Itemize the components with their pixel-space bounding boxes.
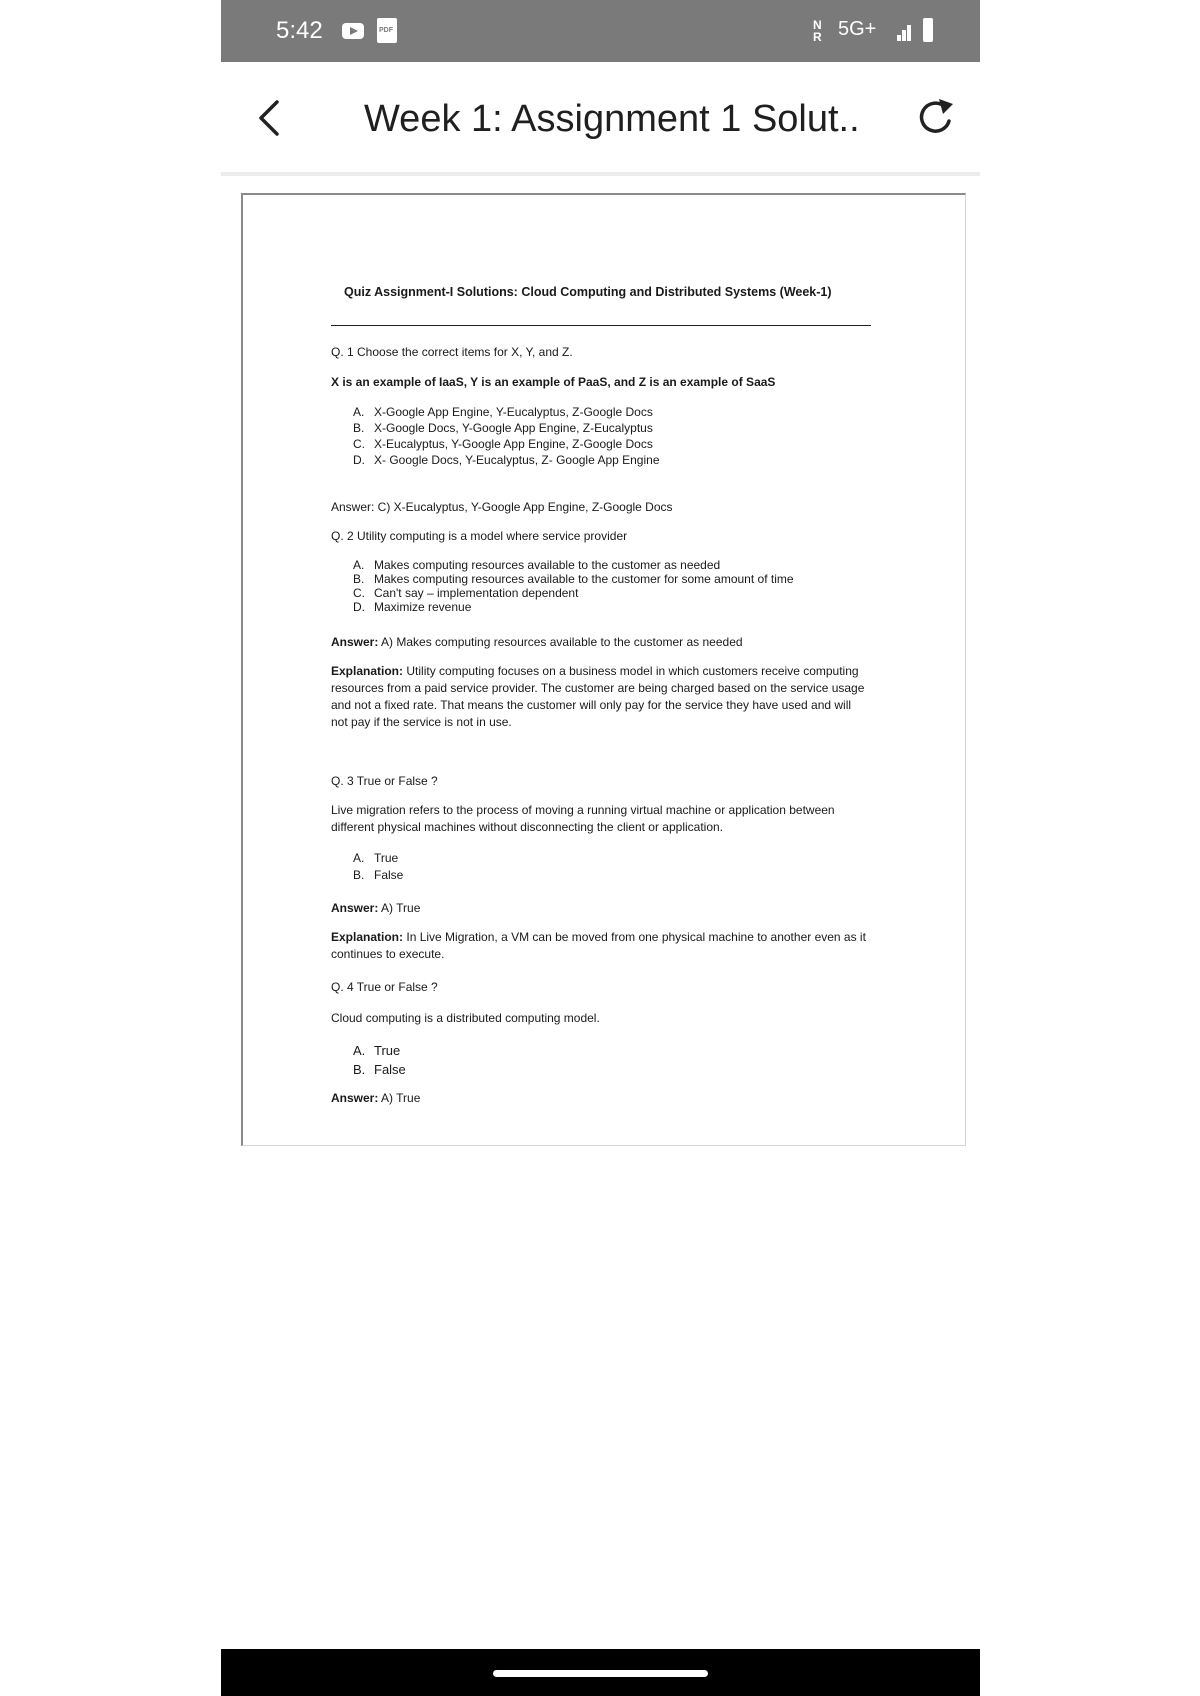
q2-question: Q. 2 Utility computing is a model where service provider xyxy=(331,529,628,543)
q2-answer: Answer: A) Makes computing resources available to the customer as needed xyxy=(331,635,743,649)
page-title: Week 1: Assignment 1 Solut.. xyxy=(364,98,860,140)
q4-options xyxy=(353,1041,406,1079)
document-title: Quiz Assignment-I Solutions: Cloud Computing and Distributed Systems (Week-1) xyxy=(344,285,832,299)
q2-options xyxy=(353,558,794,614)
navigation-bar xyxy=(221,1649,980,1696)
q3-explanation: Explanation: In Live Migration, a VM can be moved from one physical machine to another even as it continues to execute. xyxy=(331,930,866,961)
list-item: B. X-Google Docs, Y-Google App Engine, Z-Eucalyptus xyxy=(353,421,653,435)
q3-options xyxy=(353,850,403,884)
network-type: 5G+ xyxy=(838,18,877,40)
list-item: A. Makes computing resources available to the customer as needed xyxy=(353,558,721,572)
refresh-icon[interactable] xyxy=(913,95,959,141)
pdf-page xyxy=(241,193,966,1146)
list-item: A. True xyxy=(353,1043,401,1058)
q1-question: Q. 1 Choose the correct items for X, Y, and Z. xyxy=(331,345,573,359)
q4-question: Q. 4 True or False ? xyxy=(331,980,438,994)
q3-statement: Live migration refers to the process of moving a running virtual machine or application between different physical machines without disconnecting the client or application. xyxy=(331,803,835,834)
q4-statement: Cloud computing is a distributed computing model. xyxy=(331,1011,600,1025)
status-time: 5:42 xyxy=(276,17,323,44)
title-divider xyxy=(331,325,871,326)
pdf-icon: PDF xyxy=(377,18,397,43)
youtube-icon xyxy=(342,23,364,39)
list-item: B. Makes computing resources available to the customer for some amount of time xyxy=(353,572,794,586)
list-item: D. X- Google Docs, Y-Eucalyptus, Z- Google App Engine xyxy=(353,453,660,467)
list-item: A. True xyxy=(353,851,399,865)
q1-options xyxy=(353,404,660,468)
list-item: C. X-Eucalyptus, Y-Google App Engine, Z-Google Docs xyxy=(353,437,653,451)
list-item: A. X-Google App Engine, Y-Eucalyptus, Z-Google Docs xyxy=(353,405,653,419)
home-gesture-bar[interactable] xyxy=(493,1670,708,1677)
no-sim-icon: N R xyxy=(813,18,822,44)
phone-screen xyxy=(221,0,980,1696)
q4-answer: Answer: A) True xyxy=(331,1091,421,1105)
app-bar xyxy=(221,62,980,176)
q1-answer: Answer: C) X-Eucalyptus, Y-Google App Engine, Z-Google Docs xyxy=(331,500,673,514)
signal-icon xyxy=(897,19,921,41)
status-bar xyxy=(221,0,980,62)
q2-explanation: Explanation: Utility computing focuses on a business model in which customers receive computing resources from a paid service provider. The customer are being charged based on the service usage and not a fixed rate. That means the customer will only pay for the service they have used and will not pay if the service is not in use. xyxy=(331,664,865,729)
list-item: D. Maximize revenue xyxy=(353,600,472,614)
list-item: C. Can't say – implementation dependent xyxy=(353,586,579,600)
q1-statement: X is an example of IaaS, Y is an example of PaaS, and Z is an example of SaaS xyxy=(331,375,776,389)
battery-icon xyxy=(923,18,933,42)
list-item: B. False xyxy=(353,868,404,882)
list-item: B. False xyxy=(353,1062,406,1077)
q3-question: Q. 3 True or False ? xyxy=(331,774,438,788)
chevron-left-icon[interactable] xyxy=(247,94,295,142)
q3-answer: Answer: A) True xyxy=(331,901,421,915)
